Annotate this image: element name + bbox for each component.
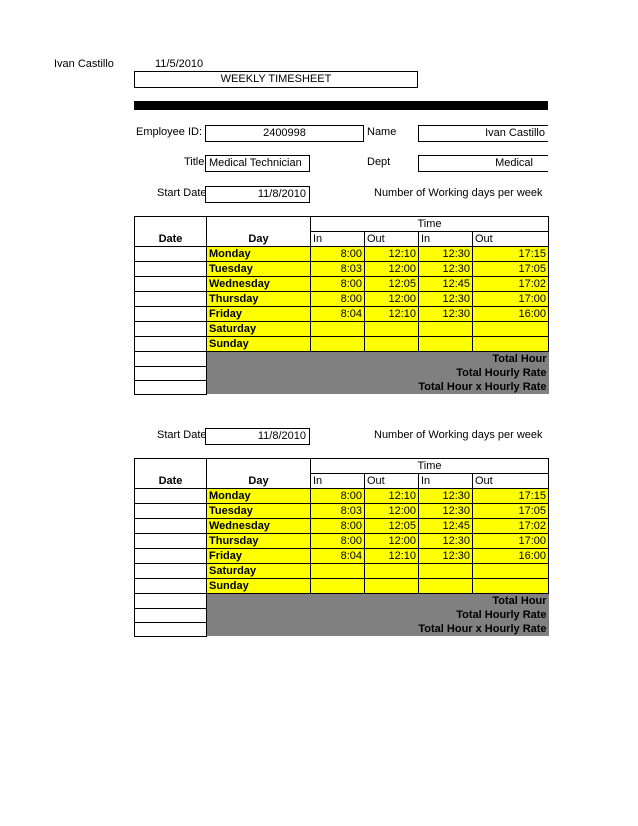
time-out-cell[interactable] — [365, 579, 419, 594]
employee-id-field[interactable]: 2400998 — [205, 125, 364, 142]
col-in-header: In — [311, 232, 365, 247]
table-row — [135, 534, 549, 549]
table-row — [135, 247, 549, 262]
total-hour-label: Total Hour — [207, 594, 549, 609]
time-in-cell[interactable]: 12:30 — [419, 247, 473, 262]
date-cell[interactable] — [135, 247, 207, 262]
name-field[interactable]: Ivan Castillo — [418, 125, 548, 142]
time-in-cell[interactable] — [419, 337, 473, 352]
working-days-label: Number of Working days per week — [374, 429, 543, 441]
time-out-cell[interactable]: 17:02 — [473, 519, 549, 534]
time-in-cell[interactable]: 8:00 — [311, 277, 365, 292]
day-cell: Friday — [207, 549, 311, 564]
time-out-cell[interactable]: 12:00 — [365, 534, 419, 549]
table-row — [135, 262, 549, 277]
day-cell: Saturday — [207, 564, 311, 579]
time-out-cell[interactable]: 12:00 — [365, 292, 419, 307]
time-in-cell[interactable]: 12:45 — [419, 277, 473, 292]
col-day-header: Day — [207, 232, 311, 247]
time-in-cell[interactable]: 8:04 — [311, 549, 365, 564]
day-cell: Sunday — [207, 337, 311, 352]
col-date-header: Date — [135, 232, 207, 247]
time-in-cell[interactable]: 12:30 — [419, 307, 473, 322]
time-out-cell[interactable]: 17:00 — [473, 292, 549, 307]
time-out-cell[interactable]: 12:00 — [365, 262, 419, 277]
time-out-cell[interactable]: 16:00 — [473, 549, 549, 564]
total-hourly-rate-label: Total Hourly Rate — [207, 366, 549, 380]
working-days-label: Number of Working days per week — [374, 187, 543, 199]
time-header: Time — [311, 217, 549, 232]
start-date-label: Start Date — [157, 429, 207, 441]
time-out-cell[interactable]: 17:00 — [473, 534, 549, 549]
time-out-cell[interactable]: 17:15 — [473, 247, 549, 262]
time-in-cell[interactable]: 12:30 — [419, 292, 473, 307]
title-field[interactable]: Medical Technician — [205, 155, 310, 172]
table-row — [135, 307, 549, 322]
time-out-cell[interactable]: 17:02 — [473, 277, 549, 292]
day-cell: Wednesday — [207, 519, 311, 534]
table-row — [135, 337, 549, 352]
col-out-header: Out — [473, 232, 549, 247]
date-cell[interactable] — [135, 579, 207, 594]
time-out-cell[interactable]: 17:05 — [473, 262, 549, 277]
title-label: Title — [184, 156, 205, 168]
time-out-cell[interactable]: 12:10 — [365, 549, 419, 564]
name-label: Name — [367, 126, 397, 138]
sheet-title: WEEKLY TIMESHEET — [134, 71, 418, 88]
time-in-cell[interactable]: 12:30 — [419, 489, 473, 504]
header-date: 11/5/2010 — [155, 58, 204, 70]
time-in-cell[interactable] — [311, 564, 365, 579]
col-day-header: Day — [207, 474, 311, 489]
time-out-cell[interactable] — [473, 564, 549, 579]
time-out-cell[interactable]: 12:10 — [365, 489, 419, 504]
date-cell[interactable] — [135, 277, 207, 292]
date-cell[interactable] — [135, 292, 207, 307]
table-row — [135, 579, 549, 594]
time-out-cell[interactable] — [473, 322, 549, 337]
time-in-cell[interactable]: 12:45 — [419, 519, 473, 534]
day-cell: Monday — [207, 489, 311, 504]
date-cell[interactable] — [135, 337, 207, 352]
time-in-cell[interactable]: 8:04 — [311, 307, 365, 322]
date-cell[interactable] — [135, 534, 207, 549]
date-cell[interactable] — [135, 504, 207, 519]
table-row — [135, 504, 549, 519]
total-hourly-rate-label: Total Hourly Rate — [207, 608, 549, 622]
table-row — [135, 489, 549, 504]
day-cell: Thursday — [207, 534, 311, 549]
time-out-cell[interactable] — [473, 579, 549, 594]
dept-field[interactable]: Medical — [418, 155, 548, 172]
time-out-cell[interactable]: 16:00 — [473, 307, 549, 322]
day-cell: Friday — [207, 307, 311, 322]
time-in-cell[interactable]: 8:00 — [311, 292, 365, 307]
time-in-cell[interactable] — [419, 564, 473, 579]
time-out-cell[interactable]: 17:05 — [473, 504, 549, 519]
time-out-cell[interactable] — [365, 337, 419, 352]
day-cell: Thursday — [207, 292, 311, 307]
day-cell: Saturday — [207, 322, 311, 337]
day-cell: Sunday — [207, 579, 311, 594]
start-date-field[interactable]: 11/8/2010 — [205, 186, 310, 203]
dept-label: Dept — [367, 156, 391, 168]
date-cell[interactable] — [135, 307, 207, 322]
time-header: Time — [311, 459, 549, 474]
time-in-cell[interactable]: 12:30 — [419, 262, 473, 277]
col-date-header: Date — [135, 474, 207, 489]
col-in-header: In — [419, 474, 473, 489]
time-in-cell[interactable] — [311, 322, 365, 337]
table-row — [135, 549, 549, 564]
time-in-cell[interactable] — [311, 579, 365, 594]
col-out-header: Out — [365, 232, 419, 247]
time-out-cell[interactable]: 12:00 — [365, 504, 419, 519]
time-out-cell[interactable]: 12:05 — [365, 519, 419, 534]
timesheet-table — [134, 458, 549, 637]
time-out-cell[interactable]: 12:10 — [365, 307, 419, 322]
time-in-cell[interactable]: 8:00 — [311, 247, 365, 262]
start-date-label: Start Date — [157, 187, 207, 199]
date-cell[interactable] — [135, 322, 207, 337]
date-cell[interactable] — [135, 489, 207, 504]
time-out-cell[interactable]: 17:15 — [473, 489, 549, 504]
timesheet-table — [134, 216, 549, 395]
time-in-cell[interactable] — [419, 322, 473, 337]
time-in-cell[interactable]: 8:00 — [311, 534, 365, 549]
day-cell: Monday — [207, 247, 311, 262]
total-hour-x-rate-label: Total Hour x Hourly Rate — [207, 622, 549, 636]
time-in-cell[interactable]: 8:03 — [311, 504, 365, 519]
date-cell[interactable] — [135, 564, 207, 579]
table-row — [135, 322, 549, 337]
time-out-cell[interactable] — [365, 322, 419, 337]
table-row — [135, 519, 549, 534]
date-cell[interactable] — [135, 262, 207, 277]
time-in-cell[interactable]: 8:00 — [311, 519, 365, 534]
time-in-cell[interactable] — [419, 579, 473, 594]
day-cell: Tuesday — [207, 262, 311, 277]
time-in-cell[interactable]: 12:30 — [419, 534, 473, 549]
time-in-cell[interactable] — [311, 337, 365, 352]
table-row — [135, 292, 549, 307]
time-out-cell[interactable] — [473, 337, 549, 352]
table-row — [135, 277, 549, 292]
time-in-cell[interactable]: 8:00 — [311, 489, 365, 504]
table-row — [135, 564, 549, 579]
total-hour-label: Total Hour — [207, 352, 549, 367]
total-hour-x-rate-label: Total Hour x Hourly Rate — [207, 380, 549, 394]
employee-name-header: Ivan Castillo — [54, 58, 114, 70]
date-cell[interactable] — [135, 519, 207, 534]
col-out-header: Out — [473, 474, 549, 489]
day-cell: Tuesday — [207, 504, 311, 519]
col-in-header: In — [419, 232, 473, 247]
time-out-cell[interactable]: 12:05 — [365, 277, 419, 292]
day-cell: Wednesday — [207, 277, 311, 292]
date-cell[interactable] — [135, 549, 207, 564]
start-date-field[interactable]: 11/8/2010 — [205, 428, 310, 445]
time-out-cell[interactable] — [365, 564, 419, 579]
time-out-cell[interactable]: 12:10 — [365, 247, 419, 262]
col-out-header: Out — [365, 474, 419, 489]
header-divider-bar — [134, 101, 548, 110]
time-in-cell[interactable]: 12:30 — [419, 549, 473, 564]
time-in-cell[interactable]: 12:30 — [419, 504, 473, 519]
time-in-cell[interactable]: 8:03 — [311, 262, 365, 277]
employee-id-label: Employee ID: — [136, 126, 203, 138]
col-in-header: In — [311, 474, 365, 489]
